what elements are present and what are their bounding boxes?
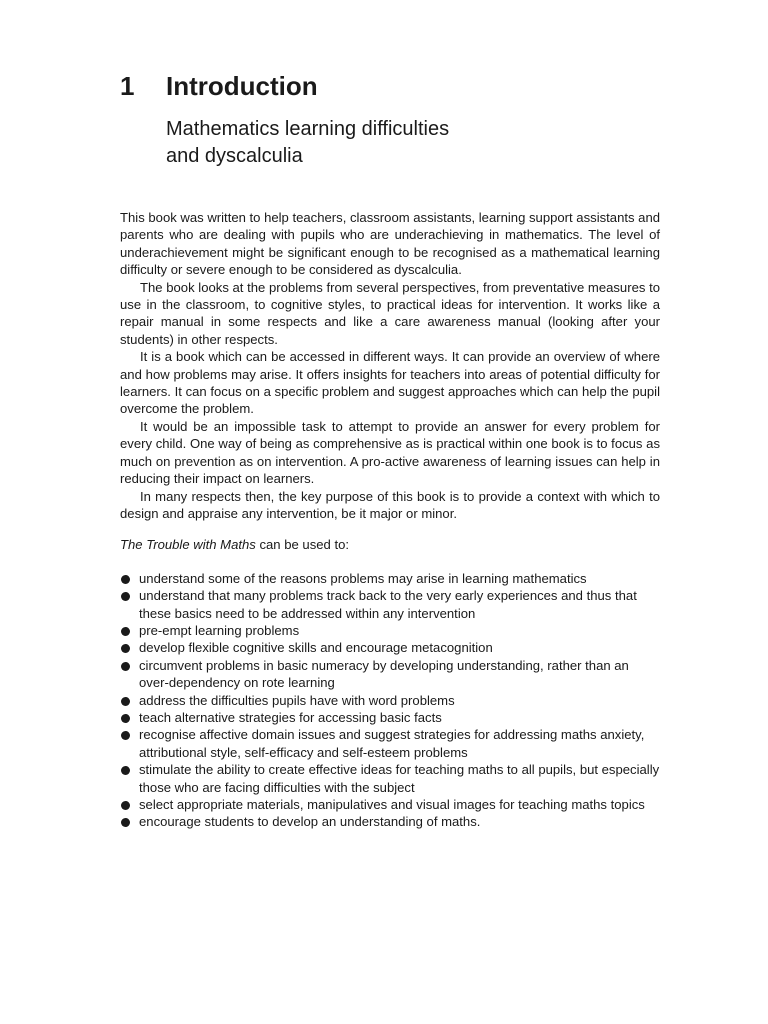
list-item-text: circumvent problems in basic numeracy by developing understanding, rather than an over-dependency on rote learning <box>139 657 629 691</box>
list-item-text: develop flexible cognitive skills and encourage metacognition <box>139 640 493 656</box>
list-item <box>120 796 660 813</box>
bullet-icon <box>121 818 130 827</box>
bullet-icon <box>121 575 130 584</box>
paragraph: The book looks at the problems from several perspectives, from preventative measures to use in the classroom, to cognitive styles, to practical ideas for intervention. It works like a repair manual in some respects and like a care awareness manual (looking after your students) in other respects. <box>120 279 660 347</box>
list-item <box>120 657 660 692</box>
list-item <box>120 639 660 656</box>
bullet-icon <box>121 592 130 601</box>
chapter-title: Introduction <box>166 71 318 101</box>
book-title-italic: The Trouble with Maths <box>120 537 256 553</box>
chapter-subtitle <box>166 116 680 170</box>
chapter-heading <box>120 70 680 170</box>
list-item <box>120 761 660 796</box>
bullet-icon <box>121 801 130 810</box>
list-item-text: address the difficulties pupils have with word problems <box>139 692 455 708</box>
list-item-text: understand that many problems track back to the very early experiences and thus that these basics need to be addressed within any intervention <box>139 588 637 621</box>
lead-in-text: can be used to: <box>255 537 350 553</box>
list-item-text: stimulate the ability to create effective ideas for teaching maths to all pupils, but especially those who are facing difficulties with the subject <box>139 762 660 795</box>
chapter-subtitle-line-1: Mathematics learning difficulties <box>166 118 450 140</box>
bullet-list <box>120 570 660 831</box>
list-item-text: recognise affective domain issues and suggest strategies for addressing maths anxiety, attributional style, self-efficacy and self-esteem problems <box>139 727 645 760</box>
list-lead-in <box>120 536 660 553</box>
list-item <box>120 622 660 639</box>
bullet-icon <box>121 697 130 706</box>
list-item-text: encourage students to develop an understanding of maths. <box>139 814 481 830</box>
chapter-title-line <box>120 70 680 102</box>
body-text <box>120 209 660 831</box>
list-item <box>120 587 660 622</box>
bullet-icon <box>121 662 130 671</box>
list-item-text: teach alternative strategies for accessing basic facts <box>139 709 442 725</box>
list-item <box>120 813 660 830</box>
chapter-subtitle-line-2: and dyscalculia <box>166 145 303 167</box>
paragraph: It would be an impossible task to attempt to provide an answer for every problem for every child. One way of being as comprehensive as is practical within one book is to focus as much on prevention as on intervention. A pro-active awareness of learning issues can help in reducing their impact on learners. <box>120 418 660 487</box>
list-item <box>120 692 660 709</box>
list-item-text: understand some of the reasons problems may arise in learning mathematics <box>139 570 587 586</box>
list-item-text: pre-empt learning problems <box>139 622 300 638</box>
paragraph: In many respects then, the key purpose of this book is to provide a context with which to design and appraise any intervention, be it major or minor. <box>120 488 660 521</box>
bullet-icon <box>121 731 130 740</box>
paragraph: This book was written to help teachers, classroom assistants, learning support assistants and parents who are dealing with pupils who are underachieving in mathematics. The level of underachievement might be significant enough to be recognised as a mathematical learning difficulty or severe enough to be considered as dyscalculia. <box>120 210 661 278</box>
bullet-icon <box>121 766 130 775</box>
list-item <box>120 709 660 726</box>
paragraph: It is a book which can be accessed in different ways. It can provide an overview of where and how problems may arise. It offers insights for teachers into areas of potential difficulty for learners. It can focus on a specific problem and suggest approaches which can help the pupil overcome the problem. <box>120 349 660 417</box>
list-item <box>120 726 660 761</box>
bullet-icon <box>121 627 130 636</box>
bullet-icon <box>121 714 130 723</box>
bullet-icon <box>121 644 130 653</box>
list-item <box>120 570 660 587</box>
list-item-text: select appropriate materials, manipulatives and visual images for teaching maths topics <box>139 797 645 812</box>
chapter-number: 1 <box>120 71 135 101</box>
